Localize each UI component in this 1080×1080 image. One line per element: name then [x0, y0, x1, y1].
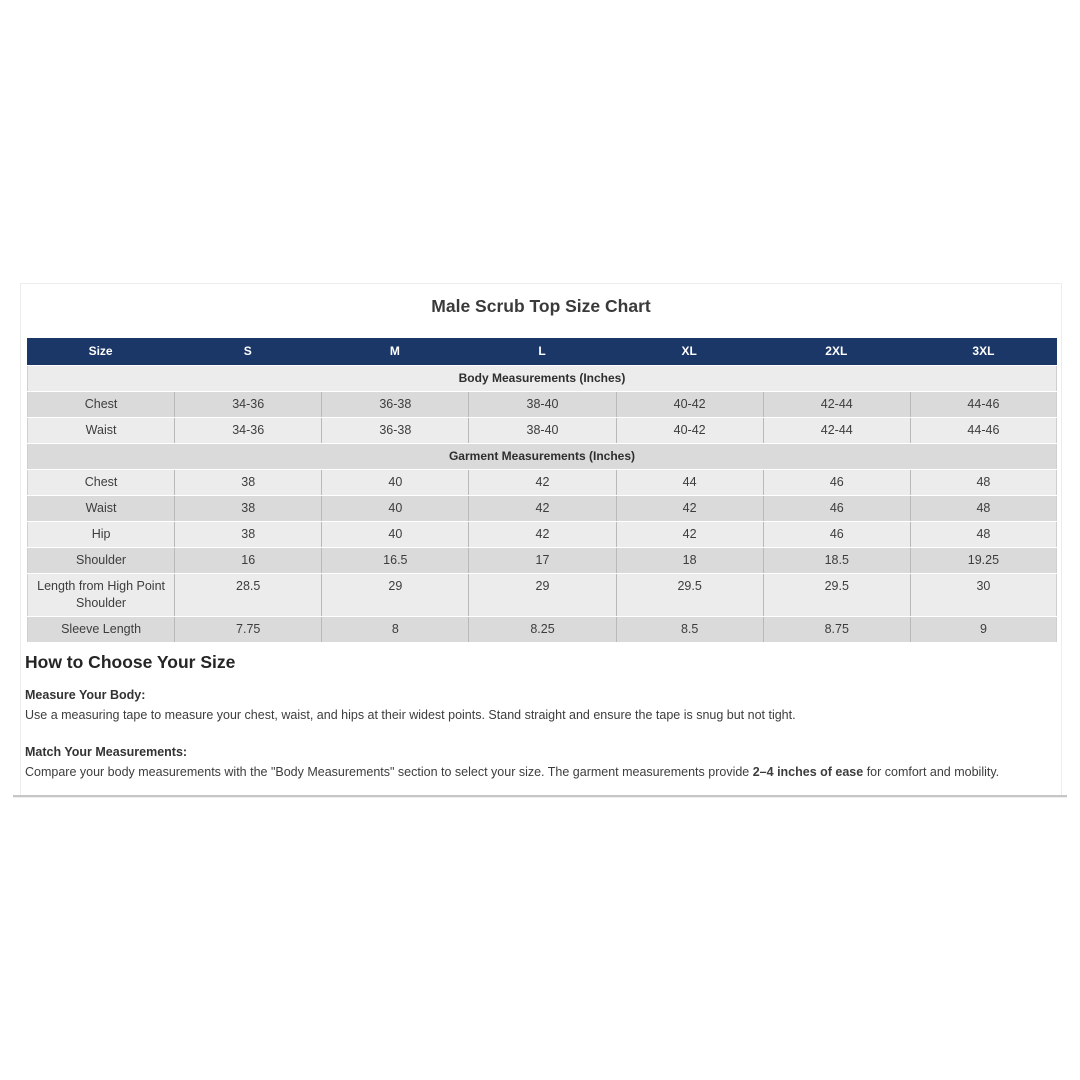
table-row: [27, 496, 1057, 521]
table-row: [27, 574, 1057, 616]
guide-label-measure-body: Measure Your Body:: [25, 688, 146, 702]
guide-text-after: for comfort and mobility.: [863, 765, 1000, 779]
value-cell: 44: [616, 470, 763, 495]
value-cell: 30: [910, 574, 1057, 616]
value-cell: 46: [763, 470, 910, 495]
section-header-row: [27, 366, 1057, 391]
value-cell: 40: [321, 470, 468, 495]
row-label-cell: Waist: [27, 418, 174, 443]
value-cell: 29.5: [763, 574, 910, 616]
column-header: Size: [27, 338, 174, 365]
table-row: [27, 418, 1057, 443]
value-cell: 7.75: [174, 617, 321, 642]
row-label-cell: Hip: [27, 522, 174, 547]
value-cell: 44-46: [910, 418, 1057, 443]
value-cell: 34-36: [174, 418, 321, 443]
value-cell: 40-42: [616, 392, 763, 417]
value-cell: 42-44: [763, 418, 910, 443]
value-cell: 42: [468, 470, 615, 495]
value-cell: 40: [321, 496, 468, 521]
value-cell: 42: [616, 496, 763, 521]
value-cell: 40-42: [616, 418, 763, 443]
value-cell: 42: [616, 522, 763, 547]
value-cell: 36-38: [321, 392, 468, 417]
table-row: [27, 522, 1057, 547]
value-cell: 42: [468, 522, 615, 547]
value-cell: 46: [763, 522, 910, 547]
value-cell: 8.25: [468, 617, 615, 642]
column-header: M: [321, 338, 468, 365]
value-cell: 48: [910, 522, 1057, 547]
value-cell: 8.75: [763, 617, 910, 642]
value-cell: 8.5: [616, 617, 763, 642]
value-cell: 28.5: [174, 574, 321, 616]
section-header-cell: Body Measurements (Inches): [27, 366, 1057, 391]
value-cell: 44-46: [910, 392, 1057, 417]
how-to-choose-section: [25, 651, 1061, 779]
row-label-cell: Sleeve Length: [27, 617, 174, 642]
bottom-divider: [13, 795, 1067, 798]
guide-heading: How to Choose Your Size: [25, 652, 236, 672]
value-cell: 19.25: [910, 548, 1057, 573]
row-label-cell: Chest: [27, 470, 174, 495]
value-cell: 42-44: [763, 392, 910, 417]
value-cell: 38: [174, 470, 321, 495]
table-row: [27, 548, 1057, 573]
value-cell: 18: [616, 548, 763, 573]
row-label-cell: Chest: [27, 392, 174, 417]
table-row: [27, 617, 1057, 642]
value-cell: 17: [468, 548, 615, 573]
value-cell: 29.5: [616, 574, 763, 616]
section-header-cell: Garment Measurements (Inches): [27, 444, 1057, 469]
row-label-cell: Length from High Point Shoulder: [27, 574, 174, 616]
size-chart-title: Male Scrub Top Size Chart: [431, 296, 651, 316]
section-header-row: [27, 444, 1057, 469]
value-cell: 40: [321, 522, 468, 547]
size-table-head: [27, 338, 1057, 365]
guide-text-measure-body: Use a measuring tape to measure your chest, waist, and hips at their widest points. Stand straight and ensure the tape is snug but not tight.: [25, 708, 796, 722]
value-cell: 48: [910, 496, 1057, 521]
table-row: [27, 470, 1057, 495]
value-cell: 38-40: [468, 392, 615, 417]
value-cell: 48: [910, 470, 1057, 495]
column-header: S: [174, 338, 321, 365]
size-table-body: [27, 366, 1057, 642]
value-cell: 9: [910, 617, 1057, 642]
guide-text-match-measurements: [25, 765, 1061, 779]
size-chart-panel: [20, 283, 1062, 795]
size-table-header-row: [27, 338, 1057, 365]
value-cell: 18.5: [763, 548, 910, 573]
row-label-cell: Waist: [27, 496, 174, 521]
value-cell: 36-38: [321, 418, 468, 443]
column-header: XL: [616, 338, 763, 365]
guide-text-ease-bold: 2–4 inches of ease: [752, 765, 864, 779]
value-cell: 16: [174, 548, 321, 573]
size-chart-table: [27, 337, 1057, 643]
value-cell: 29: [468, 574, 615, 616]
guide-text-before: Compare your body measurements with the "Body Measurements" section to select your size. The garment measurements provide: [25, 765, 753, 779]
column-header: 2XL: [763, 338, 910, 365]
value-cell: 8: [321, 617, 468, 642]
value-cell: 16.5: [321, 548, 468, 573]
value-cell: 29: [321, 574, 468, 616]
value-cell: 38: [174, 522, 321, 547]
guide-label-match-measurements: Match Your Measurements:: [25, 745, 188, 759]
table-row: [27, 392, 1057, 417]
column-header: 3XL: [910, 338, 1057, 365]
value-cell: 38: [174, 496, 321, 521]
value-cell: 34-36: [174, 392, 321, 417]
column-header: L: [468, 338, 615, 365]
value-cell: 46: [763, 496, 910, 521]
value-cell: 42: [468, 496, 615, 521]
value-cell: 38-40: [468, 418, 615, 443]
row-label-cell: Shoulder: [27, 548, 174, 573]
